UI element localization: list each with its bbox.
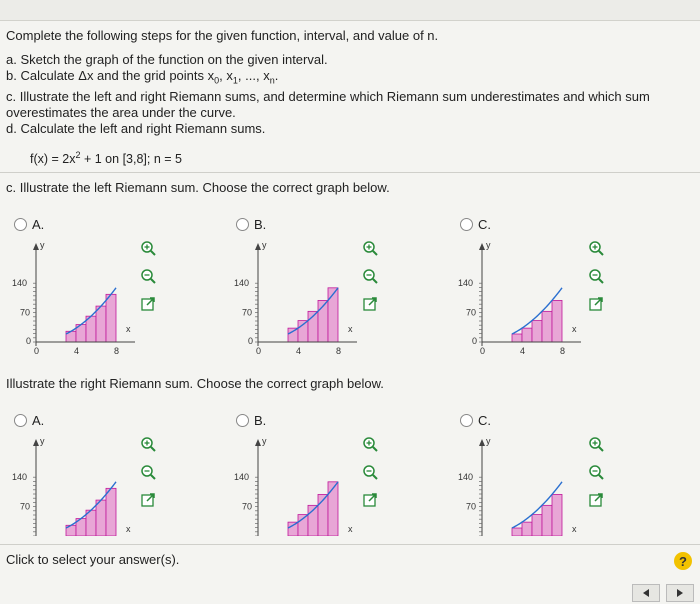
- riemann-bar: [512, 528, 522, 536]
- zoom-in-icon[interactable]: [588, 436, 604, 452]
- y-tick-label: 70: [466, 307, 477, 318]
- y-tick-label: 70: [242, 501, 253, 512]
- x-tick-label: 8: [560, 346, 566, 356]
- graph-right-c: [456, 436, 581, 536]
- zoom-in-icon[interactable]: [362, 240, 378, 256]
- radio-button[interactable]: [14, 414, 27, 427]
- y-axis-label: y: [486, 240, 491, 250]
- riemann-bar: [532, 321, 542, 342]
- left-option-a[interactable]: A.: [14, 217, 44, 232]
- y-tick-label: 70: [20, 501, 31, 512]
- radio-button[interactable]: [460, 218, 473, 231]
- riemann-bar: [542, 505, 552, 536]
- x-tick-label: 8: [336, 346, 342, 356]
- x-tick-label: 4: [74, 346, 80, 356]
- x-tick-label: 4: [520, 346, 526, 356]
- graph-tools: [140, 240, 156, 312]
- y-axis-arrow: [255, 439, 261, 446]
- y-axis-label: y: [40, 240, 45, 250]
- step-c-line1: c. Illustrate the left and right Riemann sums, and determine which Riemann sum underestimates and which sum: [6, 88, 650, 104]
- problem-intro: Complete the following steps for the given function, interval, and value of n.: [6, 28, 439, 43]
- riemann-bar: [328, 482, 338, 536]
- riemann-bar: [542, 311, 552, 342]
- divider: [0, 544, 700, 545]
- problem-statement: [6, 28, 686, 137]
- riemann-bar: [522, 522, 532, 536]
- expand-window-icon[interactable]: [588, 296, 604, 312]
- radio-button[interactable]: [236, 218, 249, 231]
- y-tick-label: 140: [12, 472, 28, 483]
- help-button[interactable]: ?: [674, 552, 692, 570]
- radio-button[interactable]: [14, 218, 27, 231]
- graph-left-c: [456, 240, 581, 358]
- step-a: a. Sketch the graph of the function on the given interval.: [6, 52, 328, 67]
- zoom-out-icon[interactable]: [588, 268, 604, 284]
- y-tick-label: 140: [234, 472, 250, 483]
- y-axis-label: y: [40, 436, 45, 446]
- x-tick-label: 0: [34, 346, 40, 356]
- y-tick-label: 70: [242, 307, 253, 318]
- riemann-bar: [532, 515, 542, 536]
- riemann-bar: [552, 300, 562, 342]
- zoom-in-icon[interactable]: [588, 240, 604, 256]
- graph-left-b: [232, 240, 357, 358]
- right-option-c[interactable]: C.: [460, 413, 491, 428]
- footer-hint: Click to select your answer(s).: [6, 552, 180, 567]
- expand-window-icon[interactable]: [362, 296, 378, 312]
- x-axis-label: x: [572, 524, 577, 534]
- graph-tools: [362, 240, 378, 312]
- riemann-bar: [328, 288, 338, 342]
- y-tick-label: 140: [12, 278, 28, 289]
- x-tick-label: 8: [114, 346, 120, 356]
- y-tick-label: 0: [26, 336, 32, 346]
- right-option-a[interactable]: A.: [14, 413, 44, 428]
- expand-window-icon[interactable]: [362, 492, 378, 508]
- y-tick-label: 0: [248, 336, 254, 346]
- y-axis-arrow: [33, 439, 39, 446]
- riemann-bar: [552, 494, 562, 536]
- zoom-out-icon[interactable]: [140, 464, 156, 480]
- riemann-bar: [512, 334, 522, 342]
- zoom-in-icon[interactable]: [140, 240, 156, 256]
- right-sum-question: Illustrate the right Riemann sum. Choose the correct graph below.: [6, 376, 384, 391]
- riemann-bar: [288, 522, 298, 536]
- zoom-out-icon[interactable]: [362, 464, 378, 480]
- y-axis-label: y: [262, 436, 267, 446]
- y-tick-label: 140: [458, 472, 474, 483]
- prev-arrow-icon[interactable]: [632, 584, 660, 602]
- x-tick-label: 4: [296, 346, 302, 356]
- y-axis-arrow: [479, 439, 485, 446]
- zoom-in-icon[interactable]: [140, 436, 156, 452]
- graph-right-a: [10, 436, 135, 536]
- riemann-bar: [288, 328, 298, 342]
- riemann-bar: [96, 306, 106, 342]
- step-b: b. Calculate Δx and the grid points $x_0$, $x_1$, ..., $x_n$.: [6, 68, 279, 86]
- left-option-b[interactable]: B.: [236, 217, 266, 232]
- left-option-c[interactable]: C.: [460, 217, 491, 232]
- x-tick-label: 0: [480, 346, 486, 356]
- radio-button[interactable]: [460, 414, 473, 427]
- expand-window-icon[interactable]: [588, 492, 604, 508]
- y-tick-label: 70: [20, 307, 31, 318]
- graph-tools: [588, 240, 604, 312]
- y-axis-arrow: [33, 243, 39, 250]
- riemann-bar: [106, 294, 116, 342]
- x-axis-label: x: [126, 524, 131, 534]
- x-tick-label: 0: [256, 346, 262, 356]
- zoom-out-icon[interactable]: [140, 268, 156, 284]
- radio-button[interactable]: [236, 414, 249, 427]
- top-bar: [0, 0, 700, 21]
- zoom-out-icon[interactable]: [588, 464, 604, 480]
- x-axis-label: x: [126, 324, 131, 334]
- graph-left-a: [10, 240, 135, 358]
- x-axis-label: x: [572, 324, 577, 334]
- riemann-bar: [96, 500, 106, 536]
- y-tick-label: 140: [458, 278, 474, 289]
- zoom-in-icon[interactable]: [362, 436, 378, 452]
- graph-tools: [140, 436, 156, 508]
- left-sum-question: c. Illustrate the left Riemann sum. Choose the correct graph below.: [6, 180, 390, 195]
- graph-tools: [588, 436, 604, 508]
- y-tick-label: 70: [466, 501, 477, 512]
- next-arrow-icon[interactable]: [666, 584, 694, 602]
- riemann-bar: [106, 488, 116, 536]
- expand-window-icon[interactable]: [140, 492, 156, 508]
- step-c-line2: overestimates the area under the curve.: [6, 104, 236, 120]
- nav-arrows: [632, 584, 694, 602]
- x-axis-label: x: [348, 324, 353, 334]
- y-axis-label: y: [262, 240, 267, 250]
- y-tick-label: 140: [234, 278, 250, 289]
- graph-tools: [362, 436, 378, 508]
- divider: [0, 172, 700, 173]
- function-definition: $f(x) = 2x^2 + 1$ on [3,8]; n = 5: [30, 150, 182, 167]
- right-option-b[interactable]: B.: [236, 413, 266, 428]
- y-tick-label: 0: [472, 336, 478, 346]
- step-d: d. Calculate the left and right Riemann sums.: [6, 120, 266, 136]
- zoom-out-icon[interactable]: [362, 268, 378, 284]
- expand-window-icon[interactable]: [140, 296, 156, 312]
- x-axis-label: x: [348, 524, 353, 534]
- y-axis-label: y: [486, 436, 491, 446]
- y-axis-arrow: [479, 243, 485, 250]
- graph-right-b: [232, 436, 357, 536]
- y-axis-arrow: [255, 243, 261, 250]
- riemann-bar: [522, 328, 532, 342]
